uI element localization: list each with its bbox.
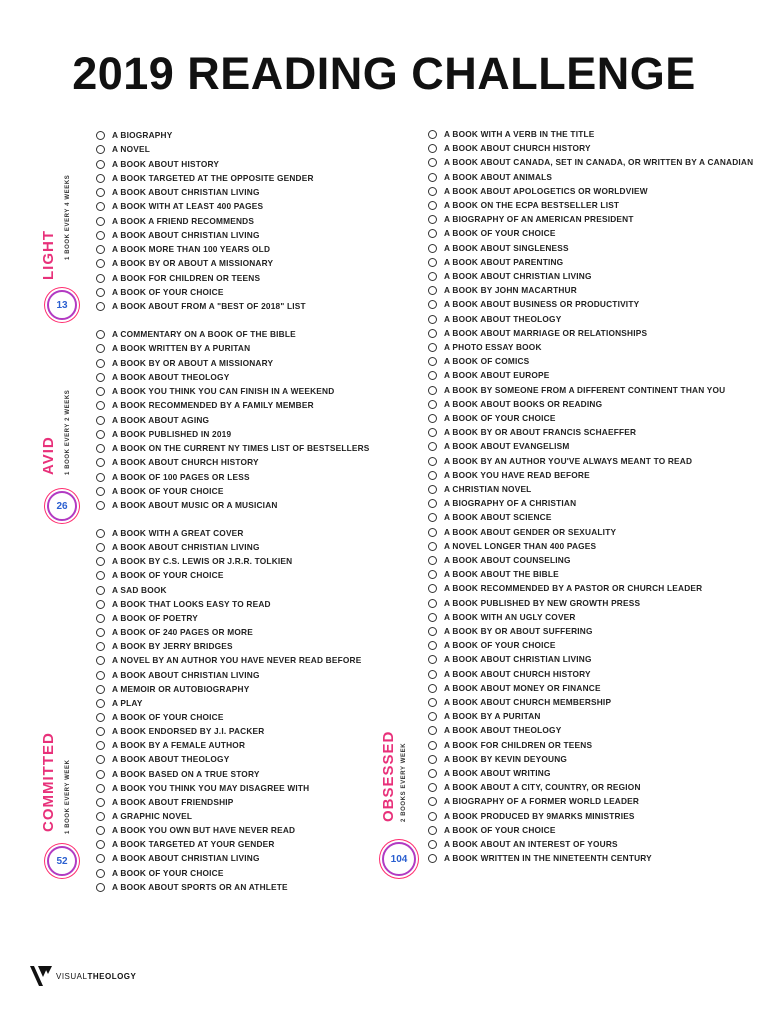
checkbox[interactable] xyxy=(428,741,437,750)
item-label: A BOOK ABOUT SINGLENESS xyxy=(444,242,569,253)
checkbox[interactable] xyxy=(428,215,437,224)
item-label: A BOOK ABOUT SCIENCE xyxy=(444,512,552,523)
checkbox[interactable] xyxy=(96,840,105,849)
left-checklist xyxy=(96,129,396,899)
checkbox[interactable] xyxy=(96,586,105,595)
checkbox[interactable] xyxy=(96,671,105,680)
item-label: A BOOK TARGETED AT THE OPPOSITE GENDER xyxy=(112,172,314,183)
item-label: A BOOK PUBLISHED BY NEW GROWTH PRESS xyxy=(444,597,641,608)
item-label: A BOOK BY KEVIN DEYOUNG xyxy=(444,753,568,764)
item-label: A BOOK ABOUT PARENTING xyxy=(444,256,564,267)
checkbox[interactable] xyxy=(428,144,437,153)
item-label: A BOOK YOU THINK YOU MAY DISAGREE WITH xyxy=(112,782,310,793)
visual-theology-logo xyxy=(30,966,136,986)
item-label: A BOOK WITH AN UGLY COVER xyxy=(444,611,576,622)
checkbox[interactable] xyxy=(428,428,437,437)
tier-obsessed-name: OBSESSED xyxy=(380,730,397,822)
checkbox[interactable] xyxy=(428,173,437,182)
item-label: A BOOK ABOUT AN INTEREST OF YOURS xyxy=(444,839,618,849)
checkbox[interactable] xyxy=(428,286,437,295)
item-label: A SAD BOOK xyxy=(112,584,167,595)
item-label: A BOOK FOR CHILDREN OR TEENS xyxy=(112,272,261,283)
item-label: A NOVEL BY AN AUTHOR YOU HAVE NEVER READ BEFORE xyxy=(112,655,362,666)
checkbox[interactable] xyxy=(428,812,437,821)
checkbox[interactable] xyxy=(96,543,105,552)
item-label: A BOOK BY OR ABOUT SUFFERING xyxy=(444,626,593,636)
item-label: A BOOK YOU HAVE READ BEFORE xyxy=(444,469,590,480)
checkbox[interactable] xyxy=(428,315,437,324)
checkbox[interactable] xyxy=(96,883,105,892)
tier-committed-badge: 52 xyxy=(47,846,77,876)
item-label: A BOOK MORE THAN 100 YEARS OLD xyxy=(112,244,271,254)
checkbox[interactable] xyxy=(96,145,105,154)
checkbox[interactable] xyxy=(96,798,105,807)
checkbox[interactable] xyxy=(96,217,105,226)
checkbox[interactable] xyxy=(428,229,437,238)
item-label: A BIOGRAPHY OF AN AMERICAN PRESIDENT xyxy=(444,214,634,225)
item-label: A BOOK BY C.S. LEWIS OR J.R.R. TOLKIEN xyxy=(112,556,293,567)
checkbox[interactable] xyxy=(96,131,105,140)
checkbox[interactable] xyxy=(428,343,437,352)
checkbox[interactable] xyxy=(428,797,437,806)
item-label: A BOOK ABOUT AGING xyxy=(112,414,210,425)
checkbox[interactable] xyxy=(428,130,437,139)
checkbox[interactable] xyxy=(428,712,437,721)
checkbox[interactable] xyxy=(96,401,105,410)
item-label: A BOOK ABOUT CHRISTIAN LIVING xyxy=(112,853,260,864)
item-label: A BOOK WRITTEN IN THE NINETEENTH CENTURY xyxy=(444,853,652,864)
item-label: A BOOK OF YOUR CHOICE xyxy=(112,485,224,496)
item-label: A BOOK BY AN AUTHOR YOU'VE ALWAYS MEANT TO READ xyxy=(444,455,693,466)
page-title: 2019 READING CHALLENGE xyxy=(72,48,696,99)
item-label: A BOOK ABOUT CHRISTIAN LIVING xyxy=(112,669,260,680)
checkbox[interactable] xyxy=(96,359,105,368)
item-label: A BOOK ABOUT GENDER OR SEXUALITY xyxy=(444,526,617,537)
logo-text-visual: VISUAL xyxy=(56,971,88,981)
checkbox[interactable] xyxy=(96,699,105,708)
checkbox[interactable] xyxy=(96,727,105,736)
item-label: A BOOK ABOUT CHURCH MEMBERSHIP xyxy=(444,697,612,707)
item-label: A BOOK WITH A VERB IN THE TITLE xyxy=(444,129,595,139)
item-label: A BOOK YOU THINK YOU CAN FINISH IN A WEEKEND xyxy=(112,386,335,396)
checkbox[interactable] xyxy=(428,371,437,380)
item-label: A BOOK ABOUT BUSINESS OR PRODUCTIVITY xyxy=(444,299,640,310)
item-label: A BOOK FOR CHILDREN OR TEENS xyxy=(444,739,593,750)
item-label: A BOOK BY OR ABOUT A MISSIONARY xyxy=(112,258,274,269)
tier-avid-subtitle: 1 BOOK EVERY 2 WEEKS xyxy=(65,389,71,475)
checkbox[interactable] xyxy=(428,158,437,167)
item-label: A BOOK OF YOUR CHOICE xyxy=(444,228,556,239)
item-label: A BOOK PUBLISHED IN 2019 xyxy=(112,428,232,439)
checkbox[interactable] xyxy=(428,627,437,636)
item-label: A BOOK BY A FEMALE AUTHOR xyxy=(112,740,246,751)
v-logo-icon xyxy=(30,966,52,986)
checkbox[interactable] xyxy=(96,245,105,254)
checkbox[interactable] xyxy=(96,600,105,609)
item-label: A NOVEL LONGER THAN 400 PAGES xyxy=(444,540,597,551)
item-label: A BOOK ABOUT CHRISTIAN LIVING xyxy=(444,271,592,281)
item-label: A BOOK WITH AT LEAST 400 PAGES xyxy=(112,201,264,212)
checkbox[interactable] xyxy=(428,386,437,395)
checkbox[interactable] xyxy=(96,826,105,835)
item-label: A BOOK ON THE ECPA BESTSELLER LIST xyxy=(444,200,620,210)
item-label: A BOOK ABOUT ANIMALS xyxy=(444,171,553,182)
checkbox[interactable] xyxy=(96,373,105,382)
item-label: A BOOK ABOUT CANADA, SET IN CANADA, OR WRITTEN BY A CANADIAN xyxy=(444,157,754,168)
checkbox[interactable] xyxy=(428,442,437,451)
item-label: A BOOK YOU OWN BUT HAVE NEVER READ xyxy=(112,825,296,836)
logo-text-theology: THEOLOGY xyxy=(87,971,137,981)
tier-light-badge: 13 xyxy=(47,290,77,320)
item-label: A BOOK BY SOMEONE FROM A DIFFERENT CONTINENT THAN YOU xyxy=(444,384,726,395)
right-checklist xyxy=(428,128,754,868)
tier-obsessed-badge: 104 xyxy=(382,842,416,876)
checkbox[interactable] xyxy=(428,187,437,196)
checkbox[interactable] xyxy=(428,513,437,522)
item-label: A BOOK BASED ON A TRUE STORY xyxy=(112,768,260,779)
tier-avid-badge: 26 xyxy=(47,491,77,521)
checkbox[interactable] xyxy=(96,628,105,637)
checkbox[interactable] xyxy=(96,344,105,353)
item-label: A BOOK ABOUT THE BIBLE xyxy=(444,569,559,580)
checkbox[interactable] xyxy=(96,713,105,722)
checkbox[interactable] xyxy=(96,416,105,425)
item-label: A BOOK ENDORSED BY J.I. PACKER xyxy=(112,726,265,737)
item-label: A BOOK WRITTEN BY A PURITAN xyxy=(112,343,251,354)
item-label: A BOOK OF POETRY xyxy=(112,612,199,623)
item-label: A GRAPHIC NOVEL xyxy=(112,811,193,821)
checkbox[interactable] xyxy=(428,726,437,735)
item-label: A BOOK ON THE CURRENT NY TIMES LIST OF BESTSELLERS xyxy=(112,443,370,453)
checkbox[interactable] xyxy=(428,272,437,281)
item-label: A BOOK ABOUT MUSIC OR A MUSICIAN xyxy=(112,500,278,510)
checkbox[interactable] xyxy=(96,174,105,183)
checkbox[interactable] xyxy=(428,854,437,863)
checkbox[interactable] xyxy=(96,288,105,297)
checkbox[interactable] xyxy=(96,557,105,566)
item-label: A BOOK OF COMICS xyxy=(444,356,530,367)
checkbox[interactable] xyxy=(96,854,105,863)
checkbox[interactable] xyxy=(96,529,105,538)
checkbox[interactable] xyxy=(428,670,437,679)
item-label: A BOOK ABOUT THEOLOGY xyxy=(444,725,562,736)
item-label: A BOOK BY A PURITAN xyxy=(444,711,541,722)
checkbox[interactable] xyxy=(428,329,437,338)
item-label: A BIOGRAPHY xyxy=(112,130,173,140)
checkbox[interactable] xyxy=(96,330,105,339)
checkbox[interactable] xyxy=(428,499,437,508)
item-label: A BOOK BY OR ABOUT A MISSIONARY xyxy=(112,357,274,368)
checkbox[interactable] xyxy=(96,458,105,467)
checkbox[interactable] xyxy=(428,613,437,622)
item-label: A BOOK TARGETED AT YOUR GENDER xyxy=(112,839,275,850)
checkbox[interactable] xyxy=(428,528,437,537)
checkbox[interactable] xyxy=(428,755,437,764)
item-label: A CHRISTIAN NOVEL xyxy=(444,484,532,494)
item-label: A BIOGRAPHY OF A CHRISTIAN xyxy=(444,498,577,509)
item-label: A BOOK OF YOUR CHOICE xyxy=(112,570,224,581)
checkbox[interactable] xyxy=(428,556,437,565)
tier-avid-name: AVID xyxy=(40,436,57,475)
item-label: A BOOK THAT LOOKS EASY TO READ xyxy=(112,598,271,609)
item-label: A BOOK ABOUT EVANGELISM xyxy=(444,441,570,452)
item-label: A BOOK ABOUT FRIENDSHIP xyxy=(112,796,234,807)
tier-obsessed-subtitle: 2 BOOKS EVERY WEEK xyxy=(401,742,407,822)
item-label: A BOOK PRODUCED BY 9MARKS MINISTRIES xyxy=(444,810,635,821)
item-label: A BOOK ABOUT CHRISTIAN LIVING xyxy=(112,542,260,553)
checkbox[interactable] xyxy=(96,755,105,764)
item-label: A BOOK ABOUT MARRIAGE OR RELATIONSHIPS xyxy=(444,327,648,338)
checkbox[interactable] xyxy=(96,387,105,396)
checkbox[interactable] xyxy=(96,741,105,750)
checkbox[interactable] xyxy=(96,685,105,694)
checkbox[interactable] xyxy=(96,259,105,268)
checkbox[interactable] xyxy=(96,487,105,496)
item-label: A BOOK BY JERRY BRIDGES xyxy=(112,641,233,652)
item-label: A BIOGRAPHY OF A FORMER WORLD LEADER xyxy=(444,796,640,807)
item-label: A MEMOIR OR AUTOBIOGRAPHY xyxy=(112,683,250,694)
checkbox[interactable] xyxy=(428,684,437,693)
item-label: A BOOK OF YOUR CHOICE xyxy=(112,711,224,722)
checkbox[interactable] xyxy=(428,300,437,309)
checkbox[interactable] xyxy=(428,840,437,849)
item-label: A BOOK ABOUT THEOLOGY xyxy=(444,313,562,324)
item-label: A PLAY xyxy=(112,697,143,708)
checkbox[interactable] xyxy=(96,614,105,623)
tier-committed-name: COMMITTED xyxy=(40,732,57,832)
checkbox[interactable] xyxy=(428,783,437,792)
item-label: A BOOK ABOUT BOOKS OR READING xyxy=(444,398,603,409)
item-label: A BOOK WITH A GREAT COVER xyxy=(112,528,244,538)
checkbox[interactable] xyxy=(428,357,437,366)
item-label: A BOOK ABOUT WRITING xyxy=(444,768,551,778)
checkbox[interactable] xyxy=(428,471,437,480)
checkbox[interactable] xyxy=(96,274,105,283)
item-label: A BOOK OF YOUR CHOICE xyxy=(112,286,224,297)
checkbox[interactable] xyxy=(428,655,437,664)
item-label: A BOOK OF YOUR CHOICE xyxy=(444,824,556,835)
checkbox[interactable] xyxy=(96,473,105,482)
item-label: A BOOK ABOUT THEOLOGY xyxy=(112,371,230,382)
item-label: A BOOK ABOUT CHRISTIAN LIVING xyxy=(444,654,592,665)
tier-light-name: LIGHT xyxy=(40,230,57,280)
item-label: A BOOK ABOUT APOLOGETICS OR WORLDVIEW xyxy=(444,185,648,196)
item-label: A BOOK OF YOUR CHOICE xyxy=(112,867,224,878)
checkbox[interactable] xyxy=(428,698,437,707)
checkbox[interactable] xyxy=(428,400,437,409)
checkbox[interactable] xyxy=(96,501,105,510)
checkbox[interactable] xyxy=(428,485,437,494)
checkbox[interactable] xyxy=(428,414,437,423)
item-label: A BOOK OF YOUR CHOICE xyxy=(444,640,556,651)
checkbox[interactable] xyxy=(428,826,437,835)
item-label: A BOOK ABOUT MONEY OR FINANCE xyxy=(444,682,601,693)
item-label: A BOOK RECOMMENDED BY A FAMILY MEMBER xyxy=(112,400,314,411)
checkbox[interactable] xyxy=(96,231,105,240)
item-label: A BOOK ABOUT CHURCH HISTORY xyxy=(444,143,591,154)
checkbox[interactable] xyxy=(96,188,105,197)
checkbox[interactable] xyxy=(96,160,105,169)
checkbox[interactable] xyxy=(96,202,105,211)
checkbox[interactable] xyxy=(428,641,437,650)
item-label: A BOOK ABOUT FROM A "BEST OF 2018" LIST xyxy=(112,301,306,311)
item-label: A COMMENTARY ON A BOOK OF THE BIBLE xyxy=(112,329,296,339)
checkbox[interactable] xyxy=(428,769,437,778)
checkbox[interactable] xyxy=(96,430,105,439)
checkbox[interactable] xyxy=(428,244,437,253)
checkbox[interactable] xyxy=(428,457,437,466)
item-label: A BOOK ABOUT CHRISTIAN LIVING xyxy=(112,229,260,240)
checkbox[interactable] xyxy=(428,542,437,551)
checkbox[interactable] xyxy=(96,302,105,311)
checkbox[interactable] xyxy=(96,812,105,821)
checkbox[interactable] xyxy=(96,656,105,665)
checkbox[interactable] xyxy=(96,770,105,779)
checkbox[interactable] xyxy=(96,784,105,793)
checkbox[interactable] xyxy=(96,642,105,651)
item-label: A BOOK RECOMMENDED BY A PASTOR OR CHURCH LEADER xyxy=(444,583,703,594)
item-label: A BOOK ABOUT CHURCH HISTORY xyxy=(112,457,259,468)
item-label: A NOVEL xyxy=(112,144,150,155)
item-label: A PHOTO ESSAY BOOK xyxy=(444,342,542,352)
checkbox[interactable] xyxy=(428,258,437,267)
item-label: A BOOK ABOUT THEOLOGY xyxy=(112,754,230,765)
item-label: A BOOK OF 100 PAGES OR LESS xyxy=(112,471,250,482)
item-label: A BOOK ABOUT CHURCH HISTORY xyxy=(444,668,591,679)
item-label: A BOOK A FRIEND RECOMMENDS xyxy=(112,215,255,226)
item-label: A BOOK ABOUT HISTORY xyxy=(112,158,220,169)
item-label: A BOOK ABOUT A CITY, COUNTRY, OR REGION xyxy=(444,782,641,793)
item-label: A BOOK ABOUT EUROPE xyxy=(444,370,550,381)
checkbox[interactable] xyxy=(428,570,437,579)
checkbox[interactable] xyxy=(96,869,105,878)
checkbox[interactable] xyxy=(428,584,437,593)
tier-light-subtitle: 1 BOOK EVERY 4 WEEKS xyxy=(65,174,71,260)
item-label: A BOOK OF YOUR CHOICE xyxy=(444,413,556,423)
tier-committed-subtitle: 1 BOOK EVERY WEEK xyxy=(65,759,71,834)
item-label: A BOOK ABOUT SPORTS OR AN ATHLETE xyxy=(112,881,288,892)
checkbox[interactable] xyxy=(96,444,105,453)
checkbox[interactable] xyxy=(96,571,105,580)
item-label: A BOOK OF 240 PAGES OR MORE xyxy=(112,627,253,638)
item-label: A BOOK ABOUT COUNSELING xyxy=(444,555,571,565)
checkbox[interactable] xyxy=(428,201,437,210)
item-label: A BOOK BY OR ABOUT FRANCIS SCHAEFFER xyxy=(444,427,637,438)
item-label: A BOOK ABOUT CHRISTIAN LIVING xyxy=(112,187,260,197)
item-label: A BOOK BY JOHN MACARTHUR xyxy=(444,285,577,296)
checkbox[interactable] xyxy=(428,599,437,608)
